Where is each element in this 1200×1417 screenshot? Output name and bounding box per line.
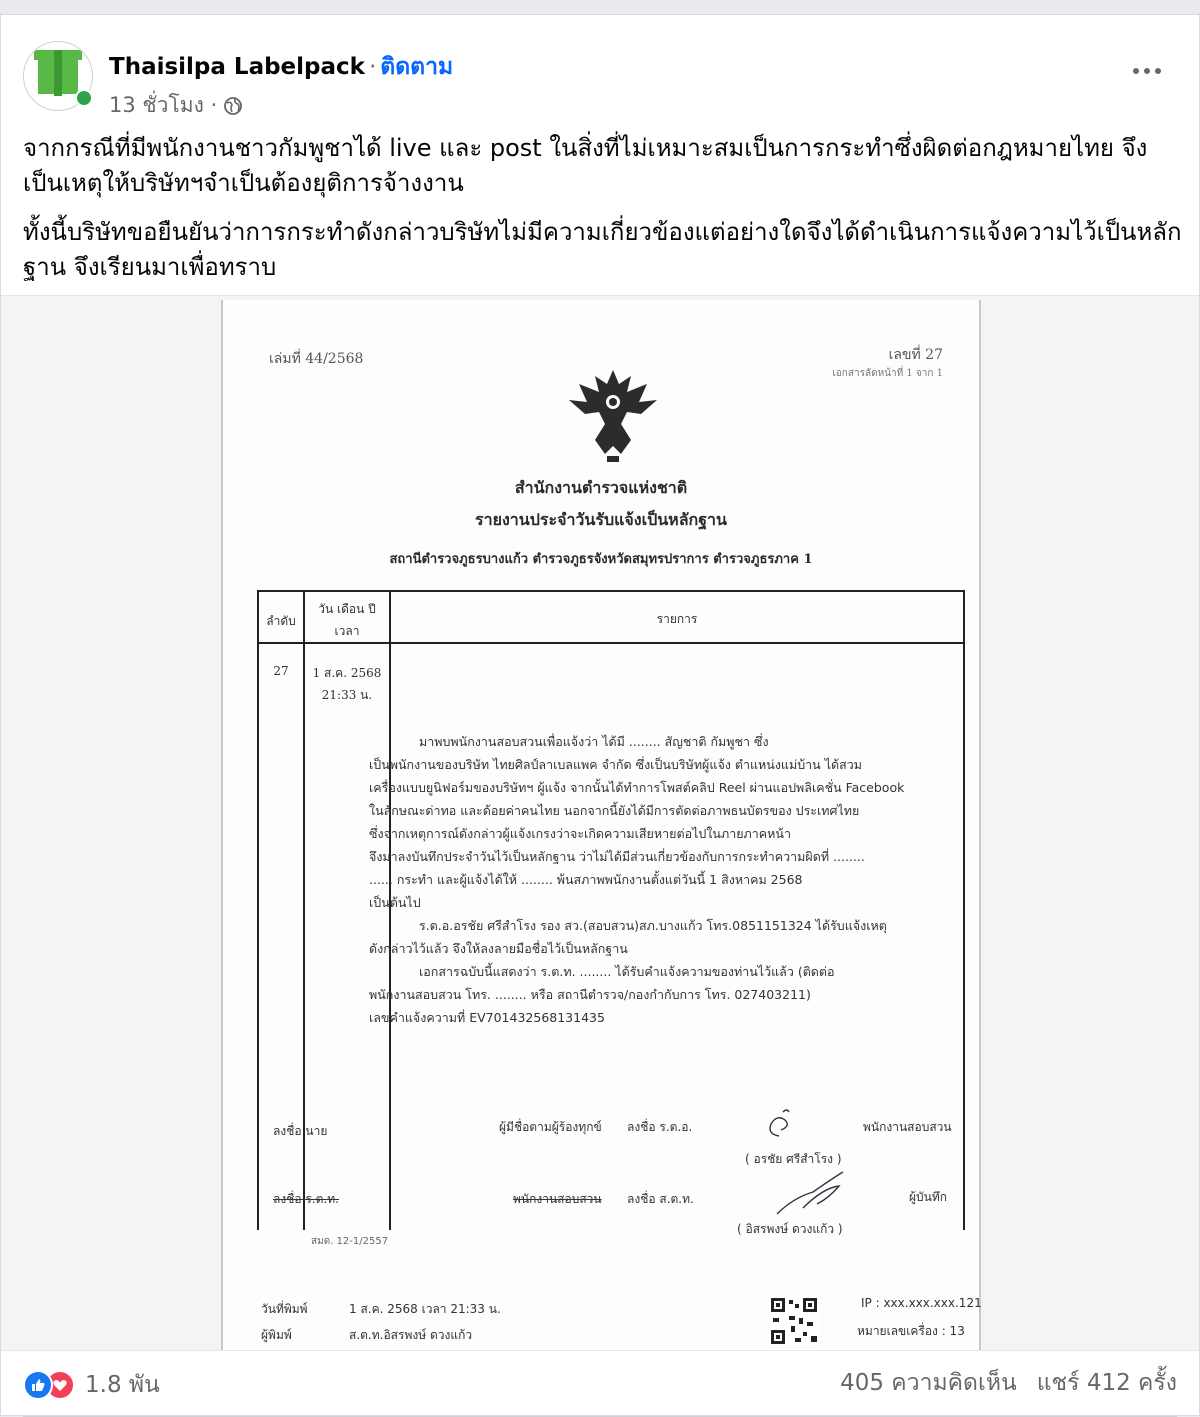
column-header-date: วัน เดือน ปี (318, 602, 376, 616)
like-reaction-icon (23, 1370, 53, 1400)
engagement-stats (840, 1365, 1177, 1401)
report-line: จึงมาลงบันทึกประจำวันไว้เป็นหลักฐาน ว่าไม่ได้มีส่วนเกี่ยวข้องกับการกระทำความผิดที่ ........ (369, 849, 865, 864)
report-line: เป็นต้นไป (369, 895, 421, 910)
post-meta (109, 89, 243, 122)
printer-name: ส.ต.ท.อิสรพงษ์ ดวงแก้ว (349, 1328, 473, 1342)
page-name-link[interactable]: Thaisilpa Labelpack (109, 54, 365, 80)
report-title: รายงานประจำวันรับแจ้งเป็นหลักฐาน (475, 510, 727, 529)
officer-signature-label: ลงชื่อ ร.ต.อ. (627, 1120, 693, 1134)
row-number: 27 (273, 664, 289, 678)
report-line: พนักงานสอบสวน โทร. ........ หรือ สถานีตำรวจ/กองกำกับการ โทร. 027403211) (369, 987, 811, 1002)
printer-label: ผู้พิมพ์ (261, 1328, 292, 1342)
recorder-role: ผู้บันทึก (909, 1190, 948, 1204)
garuda-emblem-icon (561, 362, 665, 466)
reporter-role: ผู้มีชื่อตามผู้ร้องทุกข์ (499, 1120, 602, 1134)
column-header-items: รายการ (656, 612, 698, 626)
report-body (369, 730, 925, 1029)
page-subtitle: เอกสารลัดหน้าที่ 1 จาก 1 (832, 368, 943, 379)
print-date-label: วันที่พิมพ์ (261, 1302, 308, 1316)
post-paragraph-2: ทั้งนี้บริษัทขอยืนยันว่าการกระทำดังกล่าวบริษัทไม่มีความเกี่ยวข้องแต่อย่างใดจึงได้ดำเนินการแจ้งความไว้เป็นหลักฐาน จึงเรียนมาเพื่อทราบ (23, 218, 1182, 281)
report-line: เป็นพนักงานของบริษัท ไทยศิลป์ลาเบลแพค จำกัด ซึ่งเป็นบริษัทผู้แจ้ง ตำแหน่งแม่บ้าน ได้สวม (369, 757, 862, 772)
post-photo[interactable] (1, 295, 1199, 1351)
officer-role: พนักงานสอบสวน (863, 1120, 952, 1134)
column-header-no: ลำดับ (266, 614, 296, 628)
officer-name: ( อรชัย ศรีสำโรง ) (745, 1152, 842, 1166)
post-header (23, 37, 1173, 117)
post-author-line (109, 49, 453, 85)
signature-mark-icon (763, 1106, 803, 1142)
reaction-count: 1.8 พัน (85, 1372, 160, 1398)
machine-number: หมายเลขเครื่อง : 13 (857, 1324, 965, 1338)
reactions-summary[interactable] (23, 1367, 160, 1403)
recorder-signature-icon (773, 1168, 853, 1218)
globe-icon (223, 96, 243, 116)
row-date: 1 ส.ค. 2568 (312, 666, 382, 680)
name-separator: · (368, 54, 377, 80)
recorder-name: ( อิสรพงษ์ ดวงแก้ว ) (737, 1222, 843, 1236)
report-line: ดังกล่าวไว้แล้ว จึงให้ลงลายมือชื่อไว้เป็นหลักฐาน (369, 941, 628, 956)
report-line: ...... กระทำ และผู้แจ้งได้ให้ ........ พ้นสภาพพนักงานตั้งแต่วันนี้ 1 สิงหาคม 2568 (369, 872, 803, 887)
qr-code-icon (769, 1296, 819, 1346)
column-header-time: เวลา (334, 624, 360, 638)
book-number: เล่มที่ 44/2568 (269, 351, 364, 367)
police-report-document (221, 300, 981, 1351)
station-name: สถานีตำรวจภูธรบางแก้ว ตำรวจภูธรจังหวัดสมุทรปราการ ตำรวจภูธรภาค 1 (389, 552, 813, 567)
report-line: ซึ่งจากเหตุการณ์ดังกล่าวผู้แจ้งเกรงว่าจะเกิดความเสียหายต่อไปในภายภาคหน้า (369, 826, 791, 841)
report-line: เครื่องแบบยูนิฟอร์มของบริษัทฯ ผู้แจ้ง จากนั้นได้ทำการโพสต์คลิป Reel ผ่านแอปพลิเคชั่น Facebook (369, 780, 905, 795)
comments-count-link[interactable]: 405 ความคิดเห็น (840, 1370, 1017, 1396)
report-line: ร.ต.อ.อรชัย ศรีสำโรง รอง สว.(สอบสวน)สภ.บางแก้ว โทร.0851151324 ได้รับแจ้งเหตุ (419, 918, 887, 933)
report-line: ในลักษณะด่าทอ และด้อยค่าคนไทย นอกจากนี้ยังได้มีการตัดต่อภาพธนบัตรของ ประเทศไทย (369, 803, 860, 818)
second-role: พนักงานสอบสวน (513, 1192, 602, 1206)
agency-heading: สำนักงานตำรวจแห่งชาติ (514, 478, 688, 497)
post-footer (1, 1351, 1199, 1417)
more-options-icon[interactable] (1127, 61, 1167, 81)
second-signature-label: ลงชื่อ ร.ต.ท. (273, 1192, 339, 1206)
print-date: 1 ส.ค. 2568 เวลา 21:33 น. (349, 1302, 501, 1316)
post-body (23, 131, 1183, 299)
form-number: สมด. 12-1/2557 (311, 1236, 389, 1247)
shares-count-link[interactable]: แชร์ 412 ครั้ง (1036, 1370, 1177, 1396)
online-status-dot (75, 89, 93, 107)
page-number: เลขที่ 27 (888, 347, 943, 363)
post-paragraph-1: จากกรณีที่มีพนักงานชาวกัมพูชาได้ live และ post ในสิ่งที่ไม่เหมาะสมเป็นการกระทำซึ่งผิดต่อกฎหมายไทย จึงเป็นเหตุให้บริษัทฯจำเป็นต้องยุติการจ้างงาน (23, 134, 1148, 197)
ip-address: IP : xxx.xxx.xxx.121 (861, 1296, 982, 1310)
report-line: มาพบพนักงานสอบสวนเพื่อแจ้งว่า ได้มี ........ สัญชาติ กัมพูชา ซึ่ง (419, 734, 769, 749)
follow-button[interactable]: ติดตาม (380, 54, 454, 80)
post-card (0, 14, 1200, 1416)
post-timestamp[interactable]: 13 ชั่วโมง · (109, 93, 218, 117)
report-line: เอกสารฉบับนี้แสดงว่า ร.ต.ท. ........ ได้รับคำแจ้งความของท่านไว้แล้ว (ติดต่อ (419, 964, 835, 979)
recorder-signature-label: ลงชื่อ ส.ต.ท. (627, 1192, 694, 1206)
report-line: เลขคำแจ้งความที่ EV701432568131435 (369, 1010, 605, 1025)
reporter-signature-label: ลงชื่อ นาย (273, 1124, 328, 1138)
row-time: 21:33 น. (321, 688, 373, 702)
